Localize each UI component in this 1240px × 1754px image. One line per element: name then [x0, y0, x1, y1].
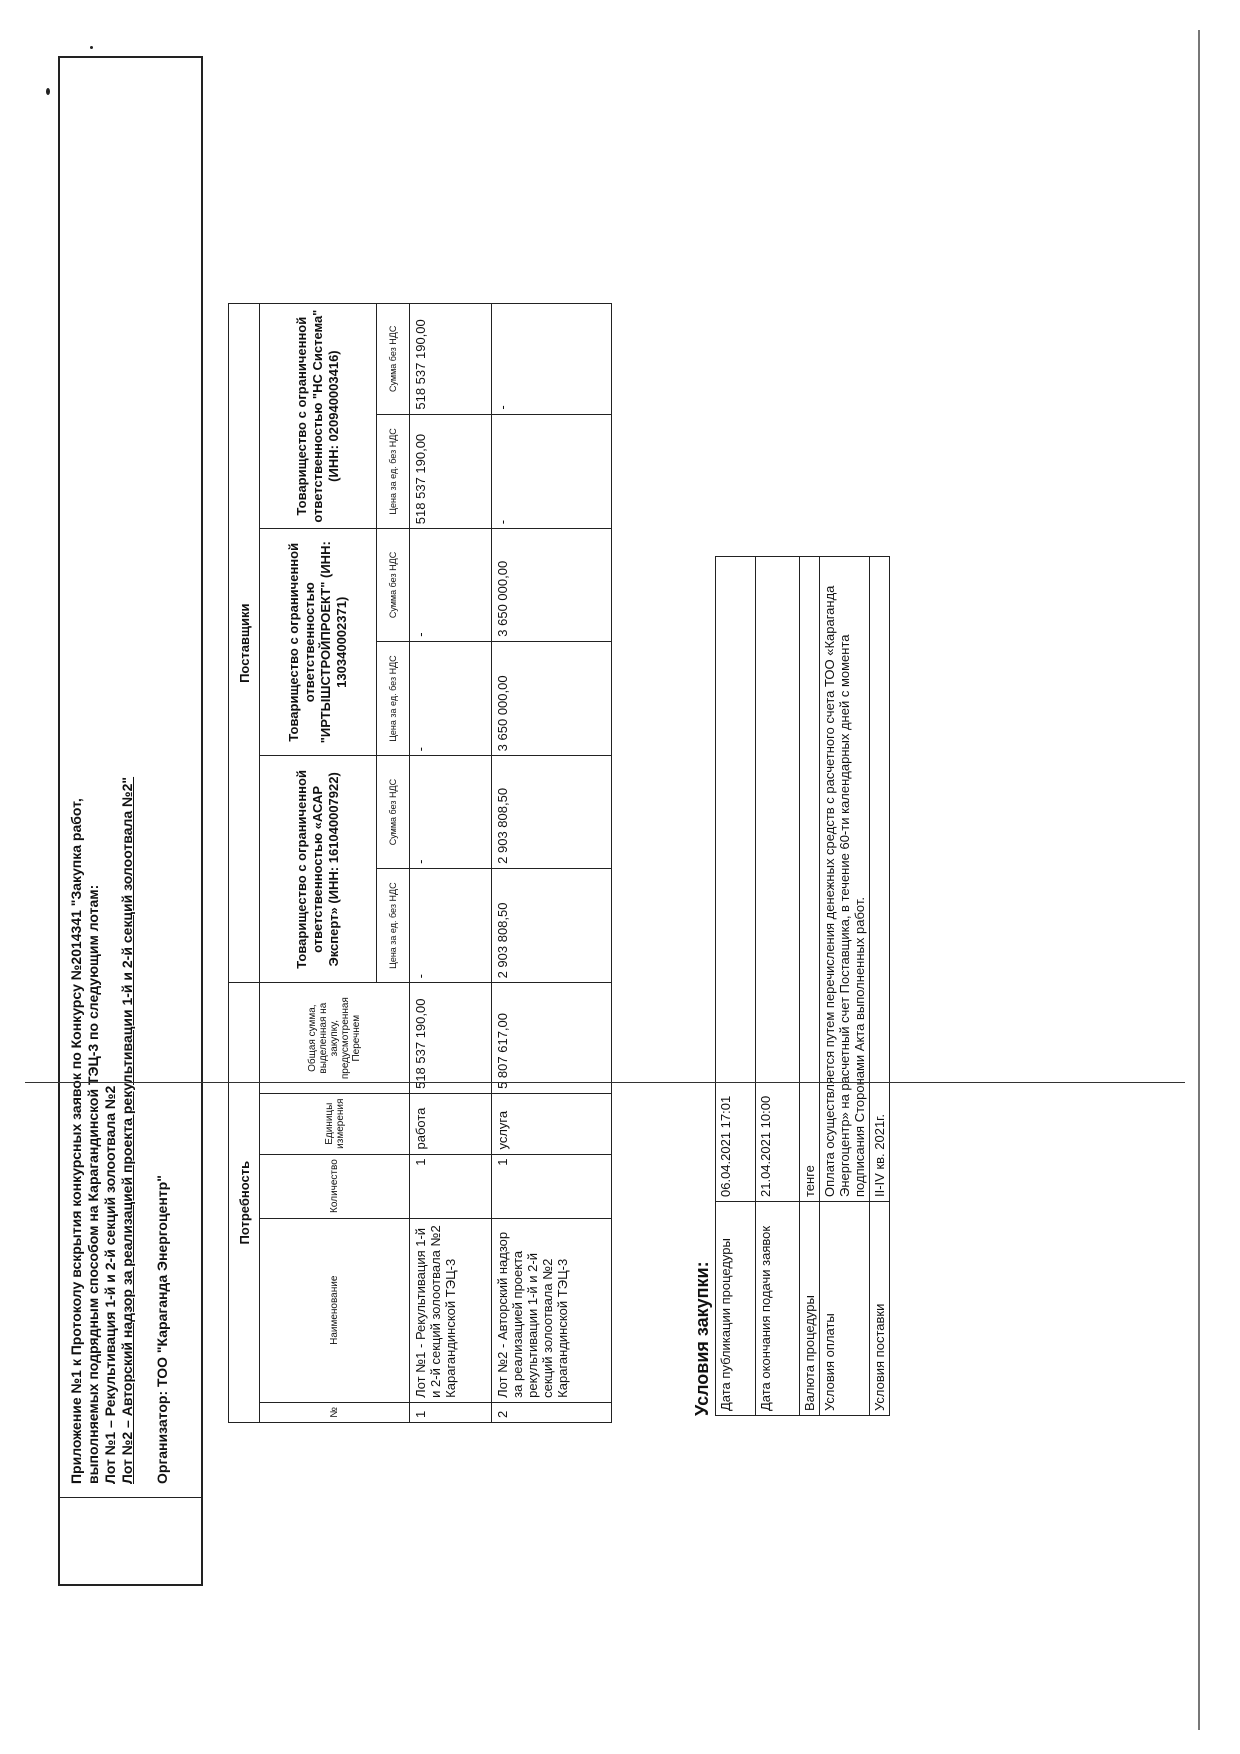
- supplier-3: Товарищество с ограниченной ответственностью "НС Система" (ИНН: 020940003416): [260, 304, 377, 529]
- table-row: [492, 304, 612, 1423]
- s3-price: -: [492, 414, 612, 529]
- scan-line: [25, 1082, 1185, 1083]
- col-qty: Количество: [260, 1154, 410, 1218]
- header-text: [68, 84, 171, 1484]
- s1-price: -: [410, 868, 492, 983]
- s3-price-head: Цена за ед. без НДС: [377, 414, 410, 529]
- s1-sum: 2 903 808,50: [492, 756, 612, 869]
- condition-value: 06.04.2021 17:01: [716, 557, 756, 1202]
- condition-value: тенге: [800, 557, 820, 1202]
- row-unit: работа: [410, 1093, 492, 1154]
- s2-price: 3 650 000,00: [492, 641, 612, 756]
- s1-sum: -: [410, 756, 492, 869]
- col-name: Наименование: [260, 1218, 410, 1402]
- row-qty: 1: [492, 1154, 612, 1218]
- supplier-2: Товарищество с ограниченной ответственностью "ИРТЫШСТРОЙПРОЕКТ" (ИНН: 130340002371): [260, 529, 377, 756]
- s1-price: 2 903 808,50: [492, 868, 612, 983]
- condition-row: [800, 557, 820, 1416]
- row-qty: 1: [410, 1154, 492, 1218]
- conditions-table: [715, 556, 890, 1416]
- group-need: Потребность: [229, 983, 260, 1423]
- table-row: [410, 304, 492, 1423]
- row-no: 2: [492, 1402, 612, 1422]
- col-no: №: [260, 1402, 410, 1422]
- row-total: 5 807 617,00: [492, 983, 612, 1093]
- s1-price-head: Цена за ед. без НДС: [377, 868, 410, 983]
- scan-speck: [46, 88, 50, 95]
- header-box: [58, 56, 203, 1586]
- s2-sum: -: [410, 529, 492, 642]
- bids-table: [228, 303, 612, 1423]
- s2-sum-head: Сумма без НДС: [377, 529, 410, 642]
- s2-price: -: [410, 641, 492, 756]
- condition-label: Дата окончания подачи заявок: [756, 1202, 800, 1416]
- condition-row: [756, 557, 800, 1416]
- condition-row: [870, 557, 890, 1416]
- col-unit: Единицы измерения: [260, 1093, 410, 1154]
- conditions-title: Условия закупки:: [692, 1261, 712, 1416]
- condition-row: [716, 557, 756, 1416]
- condition-label: Валюта процедуры: [800, 1202, 820, 1416]
- scan-edge: [1198, 30, 1200, 1730]
- s3-sum-head: Сумма без НДС: [377, 304, 410, 415]
- row-name: Лот №2 - Авторский надзор за реализацией проекта рекультивации 1-й и 2-й секций золоотвала №2 Карагандинской ТЭЦ-3: [492, 1218, 612, 1402]
- condition-value: 21.04.2021 10:00: [756, 557, 800, 1202]
- organizer: Организатор: ТОО "Караганда Энергоцентр": [154, 1175, 170, 1484]
- s3-sum: -: [492, 304, 612, 415]
- header-line-4: Лот №2 – Авторский надзор за реализацией проекта рекультивации 1-й и 2-й секций золоотвала №2": [119, 776, 135, 1484]
- condition-label: Условия поставки: [870, 1202, 890, 1416]
- s2-price-head: Цена за ед. без НДС: [377, 641, 410, 756]
- condition-row: [820, 557, 870, 1416]
- condition-value: Оплата осуществляется путем перечисления денежных средств с расчетного счета ТОО «Караганда Энергоцентр» на расчетный счет Поставщика, в течение 60-ти календарных дней с момента подписания Сторонами Акта выполненных работ.: [820, 557, 870, 1202]
- s3-sum: 518 537 190,00: [410, 304, 492, 415]
- row-no: 1: [410, 1402, 492, 1422]
- condition-label: Условия оплаты: [820, 1202, 870, 1416]
- s3-price: 518 537 190,00: [410, 414, 492, 529]
- s2-sum: 3 650 000,00: [492, 529, 612, 642]
- condition-label: Дата публикации процедуры: [716, 1202, 756, 1416]
- s1-sum-head: Сумма без НДС: [377, 756, 410, 869]
- scan-speck: [90, 46, 93, 49]
- supplier-1: Товарищество с ограниченной ответственностью «АСАР Эксперт» (ИНН: 161040007922): [260, 756, 377, 983]
- header-line-3: Лот №1 – Рекультивация 1-й и 2-й секций золоотвала №2: [102, 1085, 118, 1484]
- row-name: Лот №1 - Рекультивация 1-й и 2-й секций золоотвала №2 Карагандинской ТЭЦ-3: [410, 1218, 492, 1402]
- col-total: Общая сумма, выделенная на закупку, предусмотренная Перечнем: [260, 983, 410, 1093]
- header-line-2: выполняемых подрядным способом на Карагандинской ТЭЦ-3 по следующим лотам:: [85, 884, 101, 1484]
- header-line-1: Приложение №1 к Протоколу вскрытия конкурсных заявок по Конкурсу №2014341 "Закупка работ,: [68, 798, 84, 1484]
- group-suppliers: Поставщики: [229, 304, 260, 983]
- row-total: 518 537 190,00: [410, 983, 492, 1093]
- row-unit: услуга: [492, 1093, 612, 1154]
- condition-value: II-IV кв. 2021г.: [870, 557, 890, 1202]
